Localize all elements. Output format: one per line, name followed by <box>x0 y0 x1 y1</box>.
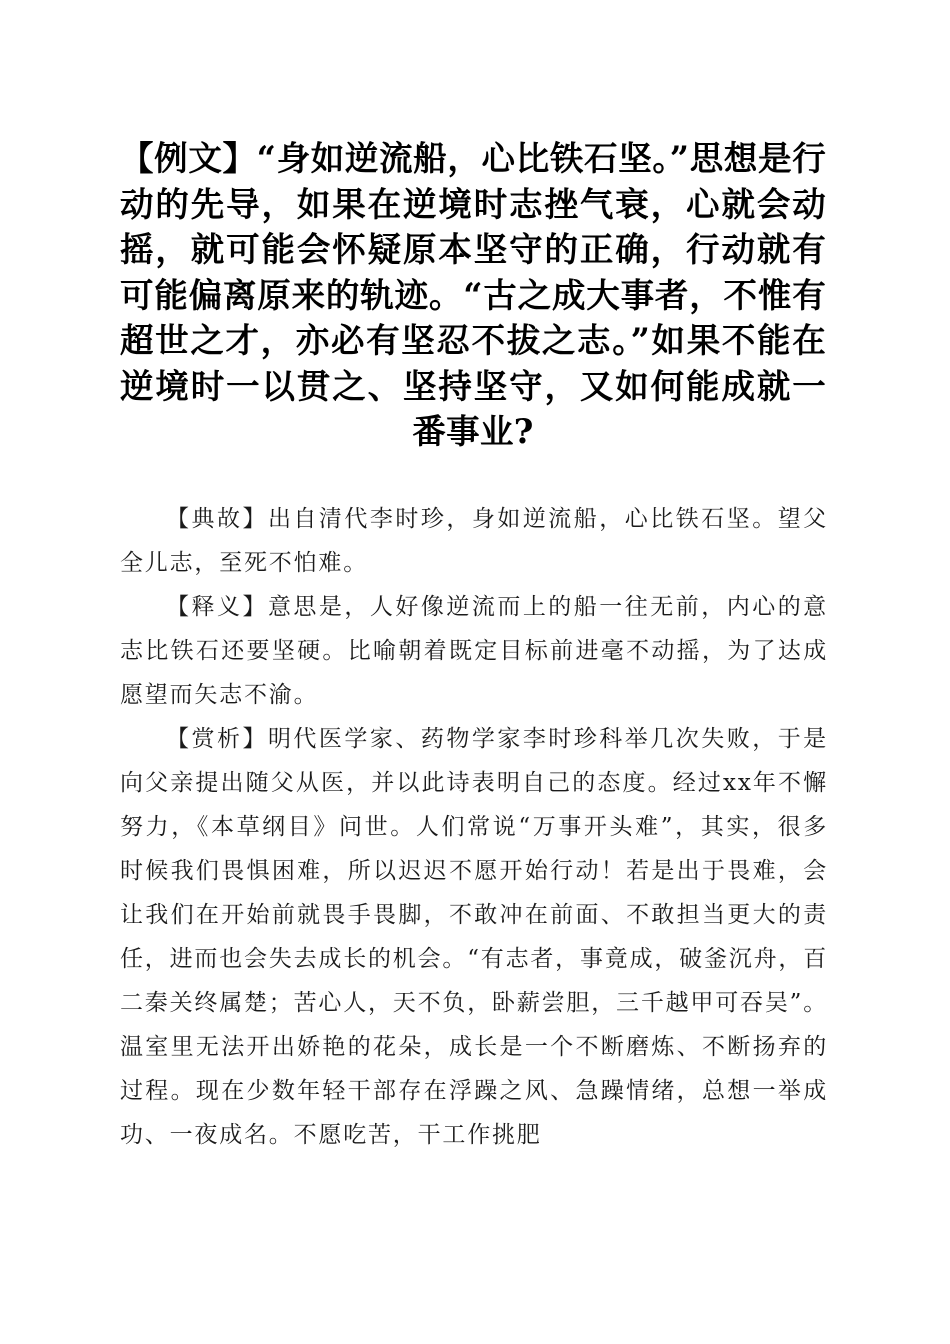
document-title: 【例文】“身如逆流船，心比铁石坚。”思想是行动的先导，如果在逆境时志挫气衰，心就会动摇，就可能会怀疑原本坚守的正确，行动就有可能偏离原来的轨迹。“古之成大事者，不惟有超世之才，亦必有坚忍不拔之志。”如果不能在逆境时一以贯之、坚持坚守，又如何能成就一番事业? <box>120 139 826 451</box>
paragraph-allusion: 【典故】出自清代李时珍，身如逆流船，心比铁石坚。望父全儿志，至死不怕难。 <box>120 506 828 576</box>
document-body <box>120 497 828 1157</box>
paragraph-interpretation: 【释义】意思是，人好像逆流而上的船一往无前，内心的意志比铁石还要坚硬。比喻朝着既定目标前进毫不动摇，为了达成愿望而矢志不渝。 <box>120 594 828 708</box>
paragraph-appreciation: 【赏析】明代医学家、药物学家李时珍科举几次失败，于是向父亲提出随父从医，并以此诗表明自己的态度。经过xx年不懈努力，《本草纲目》问世。人们常说“万事开头难”，其实，很多时候我们畏惧困难，所以迟迟不愿开始行动！若是出于畏难，会让我们在开始前就畏手畏脚，不敢冲在前面、不敢担当更大的责任，进而也会失去成长的机会。“有志者，事竟成，破釜沉舟，百二秦关终属楚；苦心人，天不负，卧薪尝胆，三千越甲可吞吴”。温室里无法开出娇艳的花朵，成长是一个不断磨炼、不断扬弃的过程。现在少数年轻干部存在浮躁之风、急躁情绪，总想一举成功、一夜成名。不愿吃苦，干工作挑肥 <box>120 726 828 1148</box>
